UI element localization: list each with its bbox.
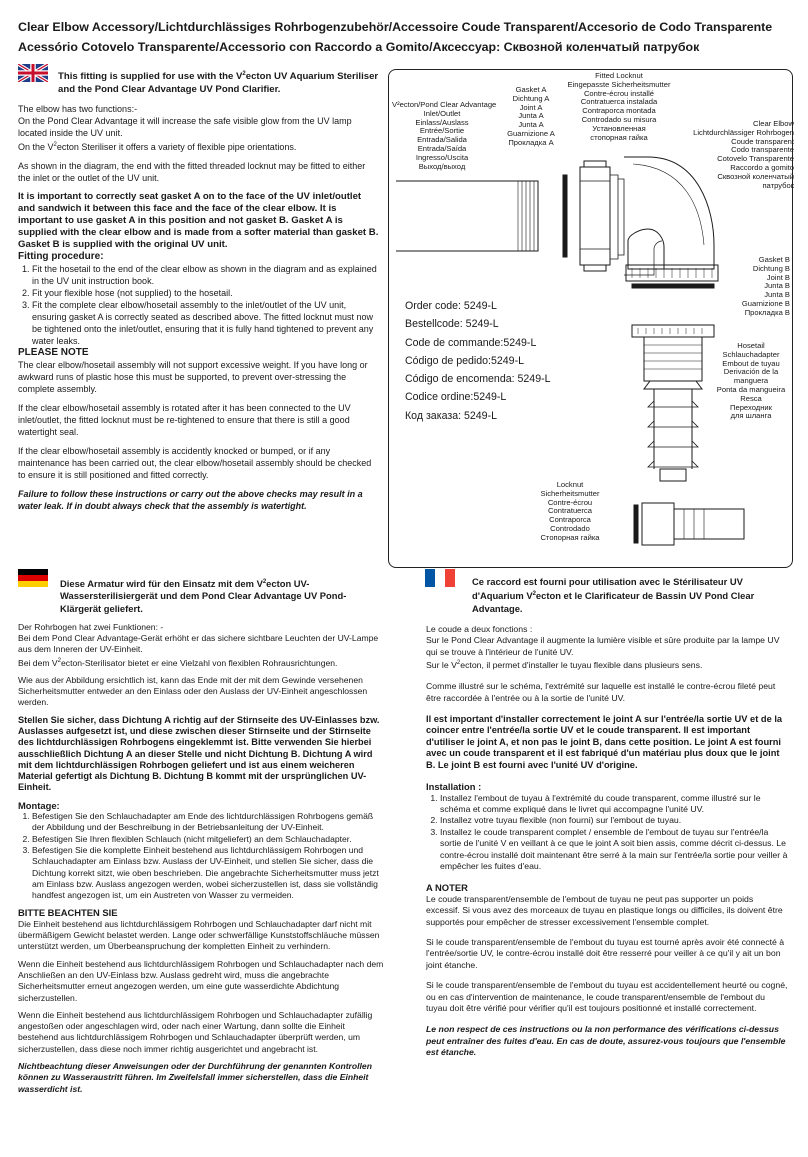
english-section xyxy=(18,68,380,512)
fitted-locknut-label: Fitted Locknut Eingepasste Sicherheitsmutter Contre-écrou installé Contratuerca instalada Contraporca montada Controdado su misura Установленная стопорная гайка xyxy=(567,71,671,142)
german-important: Stellen Sie sicher, dass Dichtung A richtig auf der Stirnseite des UV-Einlasses bzw. Auslasses aufgesetzt ist, und diese zwischen dieser Stirnseite und der Stirnseite des lichtdurchlässigen Rohrbogens eingeklemmt ist. Bitte verwenden Sie hierbei ausschließlich Dichtung A an dieser Stelle und nicht Dichtung B. Dichtung A wird mit dem lichtdurchlässigen Rohrbogen geliefert und ist aus einem weicheren Material gefertigt als Dichtung B. Dichtung B kommt mit der ursprünglichen UV-Einheit. xyxy=(18,714,380,793)
french-warning: Le non respect de ces instructions ou la non performance des vérifications ci-dessus peut entraîner des fuites d'eau. En cas de doute, assurez-vous toujours que l'ensemble est étanche. xyxy=(426,1024,786,1058)
german-fitting-heading: Montage: xyxy=(18,799,60,811)
french-intro: Ce raccord est fourni pour utilisation avec le Stérilisateur UV d'Aquarium $V^2ecton$ et le Clarificateur de Bassin UV Pond Clear Advantage. xyxy=(472,576,755,614)
order-code-row: Код заказа: 5249-L xyxy=(405,409,497,422)
german-diagram-text: Wie aus der Abbildung ersichtlich ist, kann das Ende mit der mit dem Gewinde versehenen Sicherheitsmutter entweder an den Einlass oder den Auslass der UV-Einheit angeschlossen werden. xyxy=(18,674,368,708)
title-line-2: Acessório Cotovelo Transparente/Accessorio con Raccordo a Gomito/Аксессуар: Сквозной коленчатый патрубок xyxy=(18,40,700,54)
english-note-1: The clear elbow/hosetail assembly will not support excessive weight. If you have long or awkward runs of plastic hose this must be supported, to prevent over-stressing the complete assembly. xyxy=(18,360,368,395)
french-note-heading: A NOTER xyxy=(426,882,468,894)
english-step-3: 3. Fit the complete clear elbow/hosetail assembly to the inlet/outlet of the UV unit, ensuring gasket A is correctly seated as described above. The fitted locknut must now be tightened onto the inlet/outlet, ensuring that it is fully hand tightened to prevent any water leaks. xyxy=(32,299,380,347)
german-functions-heading: Der Rohrbogen hat zwei Funktionen: - xyxy=(18,621,164,632)
english-diagram-text: As shown in the diagram, the end with the fitted threaded locknut may be fitted to either the inlet or the outlet of the UV unit. xyxy=(18,161,366,184)
english-function-2: On the $V^2ecton$ Steriliser it offers a variety of flexible pipe orientations. xyxy=(18,142,297,153)
english-important: It is important to correctly seat gasket A on to the face of the UV inlet/outlet and sandwich it between this face and the face of the clear elbow. It is important to use gasket A in this position and not gasket B. Gasket A is supplied with the clear elbow and is made from a softer material than gasket B. Gasket B is supplied with the original UV unit. xyxy=(18,191,379,251)
german-note-heading: BITTE BEACHTEN SIE xyxy=(18,907,118,919)
german-note-2: Wenn die Einheit bestehend aus lichtdurchlässigem Rohrbogen und Schlauchadapter nach dem Anschließen an den UV-Einlass bzw. Auslass gedreht wird, muss die angebrachte Sicherheitsmutter erneut angezogen werden, um eine gute wasserdichte Abdichtung sicherzustellen. xyxy=(18,958,384,1003)
german-steps xyxy=(18,811,384,901)
french-fitting-heading: Installation : xyxy=(426,781,482,793)
locknut-label: Locknut Sicherheitsmutter Contre-écrou Contratuerca Contraporca Controdado Стопорная гайка xyxy=(540,480,600,542)
english-note-heading: PLEASE NOTE xyxy=(18,347,89,359)
order-code-row: Codice ordine:5249-L xyxy=(405,391,507,404)
order-code-row: Code de commande:5249-L xyxy=(405,336,537,349)
french-step-3: 3. Installez le coude transparent complet / ensemble de l'embout de tuyau sur l'entrée/la sortie de l'unité V en veillant à ce que le joint A soit bien assis, comme décrit ci-dessus. Le contre-écrou installé doit maintenant être serré à la main sur l'entrée/la sortie pour veiller à empêcher les fuites d'eau. xyxy=(440,827,788,873)
french-step-2: 2. Installez votre tuyau flexible (non fourni) sur l'embout de tuyau. xyxy=(440,815,788,826)
french-function-1: Sur le Pond Clear Advantage il augmente la lumière visible et sûre produite par la lampe UV qui se trouve à l'intérieur de l'unité UV. xyxy=(426,635,780,657)
english-intro: This fitting is supplied for use with the $V^2ecton$ UV Aquarium Steriliser and the Pond Clear Advantage UV Pond Clarifier. xyxy=(58,71,379,96)
german-intro: Diese Armatur wird für den Einsatz mit dem $V^2ecton$ UV-Wassersterilisiergerät und dem Pond Clear Advantage UV Pond-Klärgerät geliefert. xyxy=(60,578,347,614)
french-section xyxy=(426,576,788,1059)
german-function-1: Bei dem Pond Clear Advantage-Gerät erhöht er das sichere sichtbare Leuchten der UV-Lampe aus dem Inneren der UV-Einheit. xyxy=(18,633,379,655)
order-code-row: Código de pedido:5249-L xyxy=(405,354,524,367)
gasket-b-label: Gasket B Dichtung B Joint B Junta B Junta B Guarnizione B Прокладка B xyxy=(741,255,790,317)
french-diagram-text: Comme illustré sur le schéma, l'extrémité sur laquelle est installé le contre-écrou fileté peut être raccordée à l'entrée ou à la sortie de l'unité UV. xyxy=(426,681,776,703)
french-steps xyxy=(426,793,788,873)
german-note-1: Die Einheit bestehend aus lichtdurchlässigem Rohrbogen und Schlauchadapter darf nicht mit übermäßigem Gewicht belastet werden. Lange oder schwerfällige Kunststoffschläuche müssen unterstützt werden, um Überbeanspruchung der kompletten Einheit zu verhindern. xyxy=(18,918,380,952)
french-important: Il est important d'installer correctement le joint A sur l'entrée/la sortie UV et de la coincer entre l'entrée/la sortie UV et le coude transparent. Il est important d'utiliser le joint A, et non pas le joint B, dans cette position. Le joint A est fourni avec un coude transparent et il est fabriqué d'un matériau plus doux que le joint B. Le joint B est fourni avec l'unité UV d'origine. xyxy=(426,714,783,770)
english-step-2: 2. Fit your flexible hose (not supplied) to the hosetail. xyxy=(32,287,380,299)
german-section xyxy=(18,576,384,1095)
german-note-3: Wenn die Einheit bestehend aus lichtdurchlässigem Rohrbogen und Schlauchadapter zufällig angestoßen oder angeschlagen wird, oder nach einer Wartung, dann sollte die Einheit bestehend aus lichtdurchlässigem Rohrbogen und Schlauchadapter überprüft werden, um sicherzustellen, dass diese noch immer richtig ausgerichtet und angebracht ist. xyxy=(18,1009,373,1054)
english-note-3: If the clear elbow/hosetail assembly is accidently knocked or bumped, or if any maintenance has been carried out, the clear elbow/hosetail assembly should be checked to ensure it is still positioned and fitted correctly. xyxy=(18,446,372,481)
english-steps xyxy=(18,263,380,347)
order-codes xyxy=(405,297,551,425)
german-warning: Nichtbeachtung dieser Anweisungen oder der Durchführung der genannten Kontrollen können zu Wasseraustritt führen. Im Zweifelsfall immer sicherstellen, dass die Einheit wasserdicht ist. xyxy=(18,1060,372,1094)
page-title xyxy=(18,17,808,57)
english-step-1: 1. Fit the hosetail to the end of the clear elbow as shown in the diagram and as explained in the UV unit instruction book. xyxy=(32,263,380,287)
german-step-2: 2. Befestigen Sie Ihren flexiblen Schlauch (nicht mitgeliefert) an dem Schlauchadapter. xyxy=(32,834,384,845)
clear-elbow-label: Clear Elbow Lichtdurchlässiger Rohrbogen Coude transparent Codo transparente Cotovelo Transparente Raccordo a gomito Сквозной коленчатый патрубок xyxy=(693,119,794,190)
french-note-1: Le coude transparent/ensemble de l'embout de tuyau ne peut pas supporter un poids excessif. Si vous avez des morceaux de tuyau en plastique longs ou difficiles, ils doivent être supportés pour empêcher de stresser excessivement l'ensemble complet. xyxy=(426,893,783,927)
title-line-1: Clear Elbow Accessory/Lichtdurchlässiges Rohrbogenzubehör/Accessoire Coude Transparent/Accesorio de Codo Transparente xyxy=(18,20,773,34)
hosetail-label: Hosetail Schlauchadapter Embout de tuyau Derivación de la manguera Ponta da mangueira Resca Переходник для шланга xyxy=(716,341,786,421)
order-code-row: Bestellcode: 5249-L xyxy=(405,318,499,331)
order-code-row: Código de encomenda: 5249-L xyxy=(405,373,551,386)
english-functions-heading: The elbow has two functions:- xyxy=(18,104,138,115)
french-note-2: Si le coude transparent/ensemble de l'embout du tuyau est tourné après avoir été connecté à l'entrée/sortie UV, le contre-écrou installé doit être resserré pour veiller à ce qu'il y ait un bon joint étanche. xyxy=(426,936,785,970)
english-function-1: On the Pond Clear Advantage it will increase the safe visible glow from the UV lamp located inside the UV unit. xyxy=(18,116,352,139)
french-note-3: Si le coude transparent/ensemble de l'embout du tuyau est accidentellement heurté ou cogné, ou en cas d'intervention de maintenance, le coude transparent/ensemble de l'embout du tuyau doit être vérifié pour vérifier qu'il est toujours positionné et installé correctement. xyxy=(426,980,788,1013)
german-function-2: Bei dem $V^2ecton$-Sterilisator bietet er eine Vielzahl von flexiblen Rohrausrichtungen. xyxy=(18,657,338,668)
order-code-row: Order code: 5249-L xyxy=(405,300,497,312)
french-function-2: Sur le $V^2ecton$, il permet d'installer le tuyau flexible dans plusieurs sens. xyxy=(426,659,703,670)
english-note-2: If the clear elbow/hosetail assembly is rotated after it has been connected to the UV inlet/outlet, the fitted locknut must be re-tightened to ensure that there is still a good watertight seal. xyxy=(18,403,351,438)
english-warning: Failure to follow these instructions or carry out the above checks may result in a water leak. If in doubt always check that the assembly is watertight. xyxy=(18,489,363,512)
german-step-1: 1. Befestigen Sie den Schlauchadapter am Ende des lichtdurchlässigen Rohrbogens gemäß der Abbildung und der Beschreibung in der Betriebsanleitung der UV-Einheit. xyxy=(32,811,384,834)
french-step-1: 1. Installez l'embout de tuyau à l'extrémité du coude transparent, comme illustré sur le schéma et comme expliqué dans le livret qui accompagne l'unité UV. xyxy=(440,793,788,816)
german-step-3: 3. Befestigen Sie die komplette Einheit bestehend aus lichtdurchlässigem Rohrbogen und Schlauchadapter am Einlass bzw. Auslass der UV-Einheit, und stellen Sie sicher, dass die Dichtung korrekt sitzt, wie oben beschrieben. Die angebrachte Sicherheitsmutter muss jetzt am Einlass bzw. Auslass angezogen werden, wobei sicherzustellen ist, dass sie vollständig handfest angezogen ist, um ein Austreten von Wasser zu vermeiden. xyxy=(32,845,384,901)
french-functions-heading: Le coude a deux fonctions : xyxy=(426,623,533,634)
english-fitting-heading: Fitting procedure: xyxy=(18,251,104,263)
gasket-a-label: Gasket A Dichtung A Joint A Junta A Junta A Guarnizione A Прокладка A xyxy=(507,85,555,147)
inlet-outlet-label: V²ecton/Pond Clear Advantage Inlet/Outlet Einlass/Auslass Entrée/Sortie Entrada/Salida Entrada/Saída Ingresso/Uscita Выход/выход xyxy=(392,100,497,171)
